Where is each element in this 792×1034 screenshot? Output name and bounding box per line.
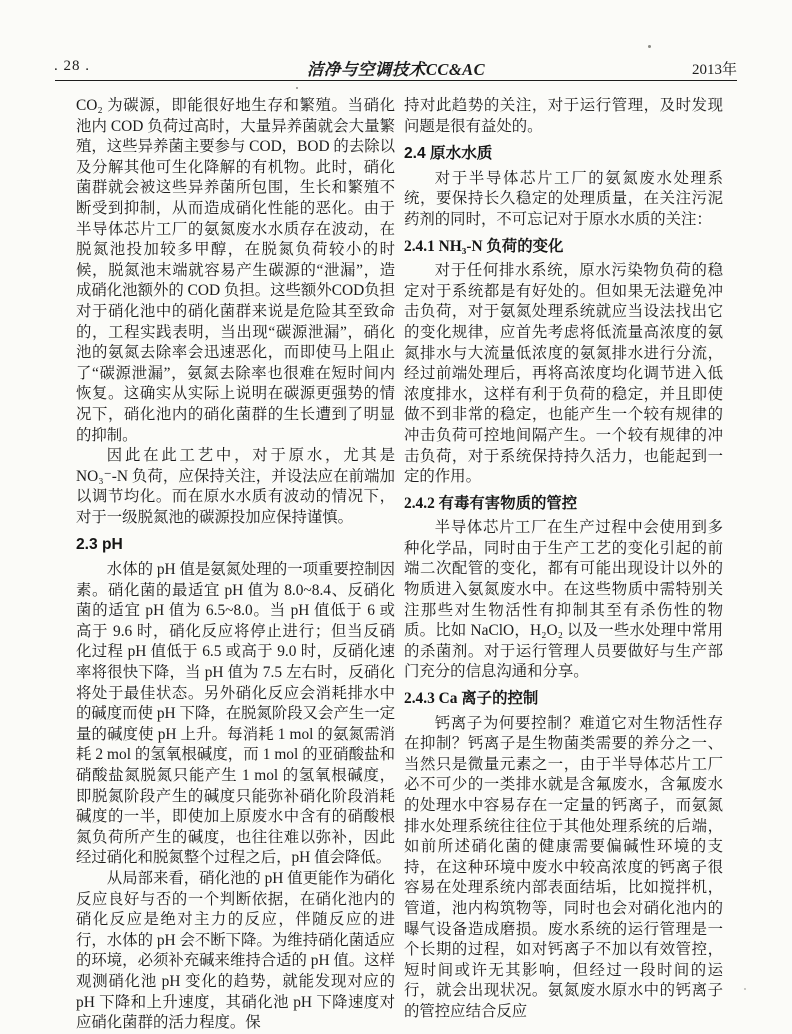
left-column [76, 96, 395, 1034]
scan-speck [648, 45, 651, 48]
section-heading-2-4-raw-water: 2.4 原水水质 [404, 145, 493, 163]
section-heading-2-4-2-toxic-substances: 2.4.2 有毒有害物质的管控 [404, 494, 578, 512]
header-rule [55, 80, 737, 81]
scan-speck [296, 87, 298, 89]
paragraph-ph-local-view: 从局部来看，硝化池的 pH 值更能作为硝化反应良好与否的一个判断依据，在硝化池内的硝化反应是绝对主力的反应，伴随反应的进行，水体的 pH 会不断下降。为维持硝化菌适应的环境，必须补充碱来维持合适的 pH 值。这样观测硝化池 pH 变化的趋势，就能发现对应的 pH 下降和上升速度，其硝化池 pH 下降速度对应硝化菌群的活力程度。保 [76, 869, 395, 1032]
right-column [404, 96, 723, 1023]
paragraph-shock-load: 对于任何排水系统，原水污染物负荷的稳定对于系统都是有好处的。但如果无法避免冲击负荷，对于氨氮处理系统就应当设法找出它的变化规律，应首先考虑将低流量高浓度的氨氮排水与大流量低浓度的氨氮排水进行分流，经过前端处理后，再将高浓度均化调节进入低浓度排水，这样有利于负荷的稳定，并且即使做不到非常的稳定，也能产生一个较有规律的冲击负荷可控地间隔产生。一个较有规律的冲击负荷，对于系统保持持久活力，也能起到一定的作用。 [404, 262, 723, 486]
paragraph-co2-carbon-source: CO₂ 为碳源，即能很好地生存和繁殖。当硝化池内 COD 负荷过高时，大量异养菌就会大量繁殖，这些异养菌主要参与 COD，BOD 的去除以及分解其他可生化降解的有机物。此时，硝化菌群就会被这些异养菌所包围，生长和繁殖不断受到抑制，从而造成硝化性能的恶化。由于半导体芯片工厂的氨氮废水水质存在波动，在脱氮池投加较多甲醇，在脱氮负荷较小的时候，脱氮池末端就容易产生碳源的“泄漏”，造成硝化池额外的 COD 负担。这些额外COD负担对于硝化池中的硝化菌群来说是危险其至致命的，工程实践表明，当出现“碳源泄漏”，硝化池的氨氮去除率会迅速恶化，而即使马上阻止了“碳源泄漏”，氨氮去除率也很难在短时间内恢复。这确实从实际上说明在碳源更强势的情况下，硝化池内的硝化菌群的生长遭到了明显的抑制。 [76, 97, 395, 444]
journal-title: 洁净与空调技术CC&AC [306, 60, 486, 79]
paragraph-raw-water-no3n: 因此在此工艺中，对于原水，尤其是 NO₃⁻-N 负荷，应保持关注，并设法应在前端加以调节均化。而在原水水质有波动的情况下，对于一级脱氮池的碳源投加应保持谨慎。 [76, 447, 395, 526]
section-heading-2-4-1-nh3n-load: 2.4.1 NH₃-N 负荷的变化 [404, 237, 564, 255]
paragraph-raw-water-quality: 对于半导体芯片工厂的氨氮废水处理系统，要保持长久稳定的处理质量，在关注污泥药剂的同时，不可忘记对于原水水质的关注： [404, 169, 723, 228]
section-heading-2-4-3-ca-ion: 2.4.3 Ca 离子的控制 [404, 690, 539, 708]
scan-speck [744, 988, 746, 990]
page-number: . 28 . [54, 58, 90, 74]
section-heading-2-3-ph: 2.3 pH [76, 536, 123, 554]
paragraph-trend-attention: 持对此趋势的关注，对于运行管理，及时发现问题是很有益处的。 [404, 97, 723, 135]
paragraph-ph-control: 水体的 pH 值是氨氮处理的一项重要控制因素。硝化菌的最适宜 pH 值为 8.0~8.4、反硝化菌的适宜 pH 值为 6.5~8.0。当 pH 值低于 6 或高于 9.6 时，硝化反应将停止进行；但当反硝化过程 pH 值低于 6.5 或高于 9.0 时，反硝化速率将很快下降，当 pH 值为 7.5 左右时，反硝化将处于最佳状态。另外硝化反应会消耗排水中的碱度而使 pH 下降，在脱氮阶段又会产生一定量的碱度使 pH 上升。每消耗 1 mol 的氨氮需消耗 2 mol 的氢氧根碱度，而 1 mol 的亚硝酸盐和硝酸盐氮脱氮只能产生 1 mol 的氢氧根碱度，即脱氮阶段产生的碱度只能弥补硝化阶段消耗碱度的一半，即使加上原废水中含有的硝酸根氮负荷所产生的碱度，也往往难以弥补，因此经过硝化和脱氮整个过程之后，pH 值会降低。 [76, 561, 395, 867]
paragraph-toxic-substances: 半导体芯片工厂在生产过程中会使用到多种化学品，同时由于生产工艺的变化引起的前端二次配管的变化，都有可能出现设计以外的物质进入氨氮废水中。在这些物质中需特别关注那些对生物活性有抑制其至有杀伤性的物质。比如 NaClO，H₂O₂ 以及一些水处理中常用的杀菌剂。对于运行管理人员要做好与生产部门充分的信息沟通和分享。 [404, 519, 723, 681]
header-year: 2013年 [691, 62, 737, 78]
paragraph-calcium-control: 钙离子为何要控制？难道它对生物活性存在抑制？钙离子是生物菌类需要的养分之一、当然只是微量元素之一，由于半导体芯片工厂必不可少的一类排水就是含氟废水，含氟废水的处理水中容易存在一定量的钙离子，而氨氮排水处理系统往往位于其他处理系统的后端，如前所述硝化菌的健康需要偏碱性环境的支持，在这种环境中废水中较高浓度的钙离子很容易在处理系统内部表面结垢，比如搅拌机，管道，池内构筑物等，同时也会对硝化池内的曝气设备造成磨损。废水系统的运行管理是一个长期的过程，如对钙离子不加以有效管控，短时间或许无其影响，但经过一段时间的运行，就会出现状况。氨氮废水原水中的钙离子的管控应结合反应 [404, 714, 723, 1020]
